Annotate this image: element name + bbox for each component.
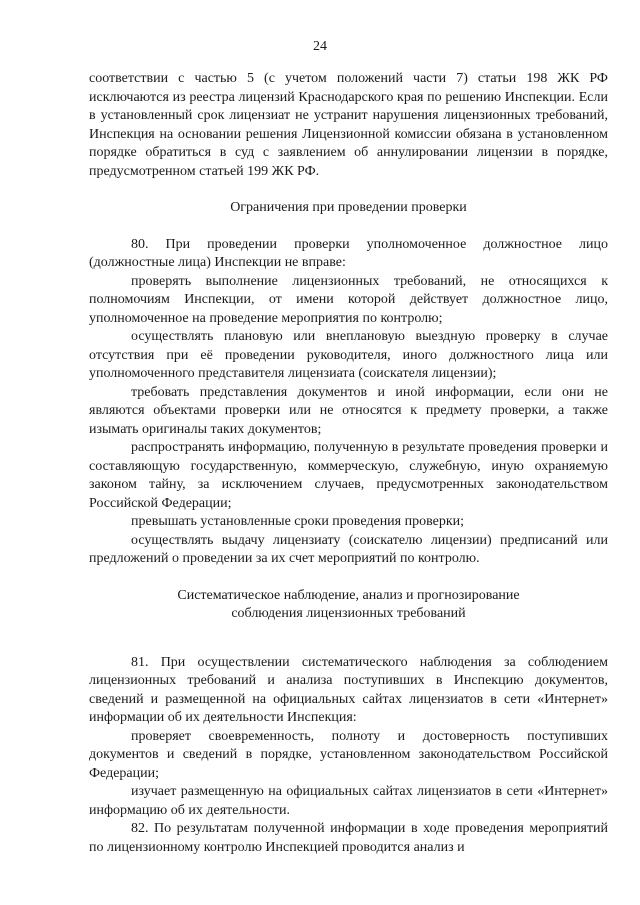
list-item: распространять информацию, полученную в результате проведения проверки и составляющую государственную, коммерческую, служебную, иную охраняемую законом тайну, за исключением случаев, предусмотренных законодательством Российской Федерации; xyxy=(89,440,608,511)
list-item: проверять выполнение лицензионных требований, не относящихся к полномочиям Инспекции, от имени которой действует должностное лицо, уполномоченное на проведение мероприятия по контролю; xyxy=(89,273,608,326)
list-item: осуществлять выдачу лицензиату (соискателю лицензии) предписаний или предложений о проведении за их счет мероприятий по контролю. xyxy=(89,532,608,566)
list-item: проверяет своевременность, полноту и достоверность поступивших документов и сведений в порядке, установленном законодательством Российской Федерации; xyxy=(89,728,608,781)
paragraph-80: 80. При проведении проверки уполномоченное должностное лицо (должностные лица) Инспекции не вправе: xyxy=(89,236,608,270)
list-item: изучает размещенную на официальных сайтах лицензиатов в сети «Интернет» информацию об их деятельности. xyxy=(89,784,608,818)
paragraph-82: 82. По результатам полученной информации в ходе проведения мероприятий по лицензионному контролю Инспекцией проводится анализ и xyxy=(89,821,608,855)
section-heading-line: Систематическое наблюдение, анализ и прогнозирование xyxy=(177,587,520,603)
section-heading-restrictions: Ограничения при проведении проверки xyxy=(230,200,467,215)
section-heading-monitoring xyxy=(89,587,608,624)
document-body xyxy=(89,70,608,857)
paragraph-81: 81. При осуществлении систематического наблюдения за соблюдением лицензионных требований и анализа поступивших в Инспекцию документов, сведений и размещенной на официальных сайтах лицензиатов в сети «Интернет» информации об их деятельности Инспекция: xyxy=(89,654,608,725)
section-heading-line: соблюдения лицензионных требований xyxy=(231,606,466,621)
list-item: превышать установленные сроки проведения проверки; xyxy=(131,514,465,529)
page-number: 24 xyxy=(313,39,327,54)
list-item: требовать представления документов и иной информации, если они не являются объектами проверки или не относятся к предмету проверки, а также изымать оригиналы таких документов; xyxy=(89,384,608,437)
list-item: осуществлять плановую или внеплановую выездную проверку в случае отсутствия при её проведении руководителя, иного должностного лица или уполномоченного представителя лицензиата (соискателя лицензии); xyxy=(89,329,608,381)
paragraph-continued: соответствии с частью 5 (с учетом положений части 7) статьи 198 ЖК РФ исключаются из реестра лицензий Краснодарского края по решению Инспекции. Если в установленный срок лицензиат не устранит нарушения лицензионных требований, Инспекция на основании решения Лицензионной комиссии обязана в установленном порядке обратиться в суд с заявлением об аннулировании лицензии в порядке, предусмотренном статьей 199 ЖК РФ. xyxy=(89,71,608,179)
